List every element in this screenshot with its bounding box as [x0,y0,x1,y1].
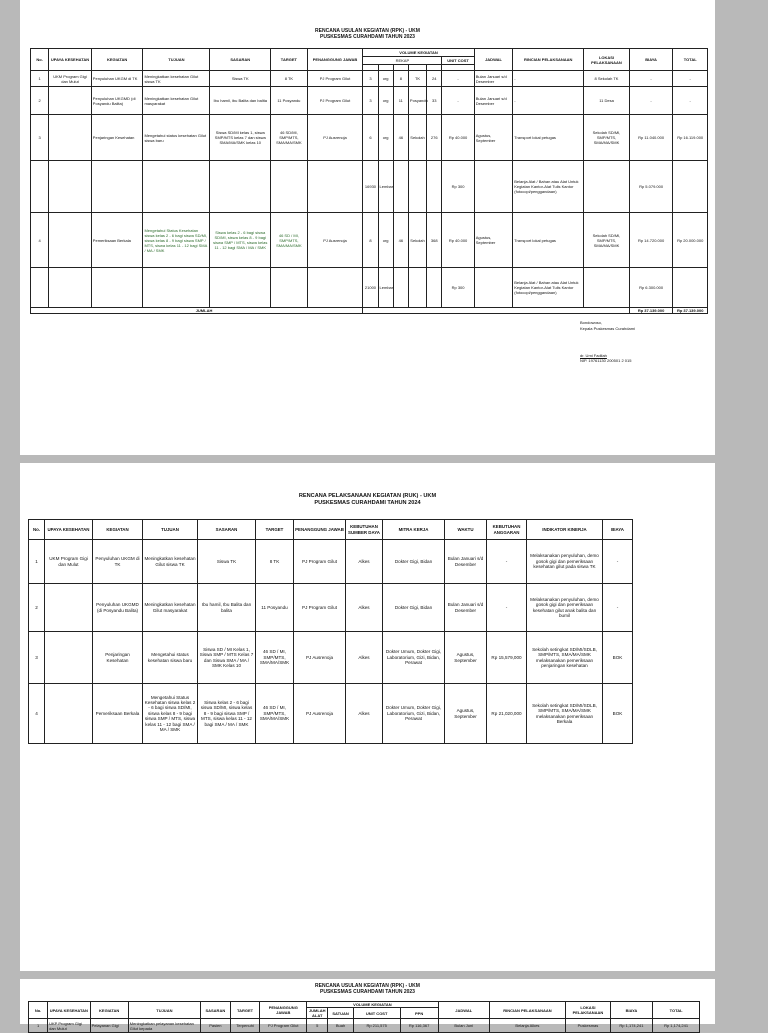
cell-total [673,161,708,213]
ukp-header-sasaran: SASARAN [200,1002,230,1019]
cell-kegiatan: Pemeriksaan Berkala [91,213,143,268]
ukp-header-unit-cost: UNIT COST [353,1008,400,1019]
ruk-cell-mitra: Dokter Umum, Dokter Gigi, Laboratorium, Gizi, Bidan, Perawat [383,632,445,684]
ukp-header-tujuan: TUJUAN [128,1002,200,1019]
ruk-cell-upaya [45,584,93,632]
cell-volume-total: 368 [427,213,442,268]
ruk-cell-waktu: Bulan Januari s/d Desember [445,584,487,632]
rpk-2023-table [30,48,708,314]
ukp-header-target: TARGET [230,1002,260,1019]
signature-nip: NIP. 19761130 200501 2 015 [580,358,632,363]
col-header-biaya: BIAYA [629,49,673,71]
ruk-cell-upaya [45,684,93,744]
cell-sasaran: Siswa kelas 2 - 6 bagi siswa SD/MI, siswa kelas 8 - 9 bagi siswa SMP / MTS, siswa kelas 11 - 12 bagi SMA / MA / SMK [210,213,271,268]
ruk-header-pj: PENANGGUNG JAWAB [294,520,346,540]
ruk-cell-waktu: Bulan Januari s/d Desember [445,540,487,584]
ruk-cell-no: 2 [29,584,45,632]
cell-biaya: Rp 14.720.000 [629,213,673,268]
cell-sasaran: Ibu hamil, ibu Balita dan balita [210,87,271,115]
cell-rincian: Transport lokal petugas [513,213,584,268]
ruk-header-upaya: UPAYA KESEHATAN [45,520,93,540]
cell-target: 11 Posyandu [271,87,307,115]
ruk-cell-no: 4 [29,684,45,744]
ukp-header-ppn: PPN [400,1008,438,1019]
cell-lokasi [584,268,630,308]
ruk-cell-sasaran: Ibu hamil, Ibu Balita dan balita [198,584,256,632]
ukp-header-pj: PENANGGUNG JAWAB [260,1002,307,1019]
cell-pj: PJ Ausrenoja [307,115,363,161]
ruk-cell-sumber: Alkes [346,632,383,684]
doc3-title [20,983,715,995]
ukp-header-upaya: UPAYA KESEHATAN [48,1002,90,1019]
ruk-cell-mitra: Dokter Umum, Dokter Gigi, Laboratorium, Gizi, Bidan, Perawat [383,684,445,744]
cell-volume-count: 46 [393,115,408,161]
ruk-cell-no: 1 [29,540,45,584]
cell-unit-cost: Rp 300 [442,161,474,213]
table-row [29,1019,700,1033]
table-row [31,115,708,161]
cell-volume-place: Sekolah [408,115,426,161]
ruk-cell-sumber: Alkes [346,540,383,584]
doc1-title [20,28,715,40]
ukp-cell-upaya: UKP Program Gigi dan Mulut [48,1019,90,1033]
cell-upaya [49,87,92,115]
ukp-header-jadwal: JADWAL [438,1002,489,1019]
ukp-cell-pj: PJ Program Gilut [260,1019,307,1033]
cell-volume-unit: org [378,115,393,161]
cell-volume-total [427,268,442,308]
ukp-header-satuan: SATUAN [328,1008,353,1019]
signature-role: Kepala Puskesmas Curahdami [580,326,635,331]
ruk-header-waktu: WAKTU [445,520,487,540]
cell-rincian: Transport lokal petugas [513,115,584,161]
ukp-header-biaya: BIAYA [610,1002,652,1019]
cell-sasaran [210,268,271,308]
ruk-cell-indikator: Melaksanakan penyuluhan, demo gosok gigi dan pemeriksaan kesehatan gilut pada siswa TK [527,540,603,584]
cell-tujuan: Mengetahui status kesehatan Gilut siswa baru [143,115,210,161]
signature-place: Bondowoso, [580,320,603,325]
doc3-title-line1: RENCANA USULAN KEGIATAN (RPK) - UKM [315,983,420,989]
table-row [31,268,708,308]
col-header-unit-cost: UNIT COST [442,57,474,65]
cell-total: - [673,87,708,115]
cell-upaya [49,115,92,161]
cell-volume-qty: 3 [363,87,378,115]
ruk-cell-pj: PJ Program Gilut [294,540,346,584]
cell-volume-qty: 3 [363,71,378,87]
ukp-cell-target: Terpenuhi [230,1019,260,1033]
cell-sasaran [210,161,271,213]
ruk-cell-pj: PJ Program Gilut [294,584,346,632]
ruk-header-sumber: KEBUTUHAN SUMBER DAYA [346,520,383,540]
cell-volume-count: 11 [393,87,408,115]
ukp-header-total: TOTAL [653,1002,700,1019]
ruk-cell-sasaran: Siswa TK [198,540,256,584]
col-header-sasaran: SASARAN [210,49,271,71]
ruk-cell-indikator: Sekolah setingkat SD/MI/SDLB, SMP/MTS, SMA/MA/SMK melaksanakan pemeriksaan penjaringan kesehatan [527,632,603,684]
ukp-cell-kegiatan: Pelayanan Gigi [90,1019,128,1033]
ruk-cell-anggaran: - [487,584,527,632]
cell-volume-unit: Lembar [378,161,393,213]
cell-volume-place: Posyandu [408,87,426,115]
cell-upaya [49,161,92,213]
cell-biaya: Rp 5.079.000 [629,161,673,213]
cell-rincian: Belanja Alat / Bahan atau Alat Untuk Kegiatan Kantor-Alat Tulis Kantor (fotocopi/penggandaan) [513,161,584,213]
col-header-rincian: RINCIAN PELAKSANAAN [513,49,584,71]
cell-upaya [49,213,92,268]
cell-kegiatan: Penjaringan Kesehatan [91,115,143,161]
ruk-cell-mitra: Dokter Gigi, Bidan [383,584,445,632]
cell-volume-qty: 21000 [363,268,378,308]
ukp-cell-sasaran: Pasien [200,1019,230,1033]
cell-volume-unit: org [378,71,393,87]
cell-volume-count: 46 [393,213,408,268]
ukp-cell-jumlah: 5 [307,1019,328,1033]
document-page-rpk-2023-ukp [20,979,715,1031]
doc2-title [20,493,715,507]
cell-volume-unit: org [378,213,393,268]
ruk-cell-target: 11 Posyandu [256,584,294,632]
cell-volume-count [393,268,408,308]
cell-unit-cost: Rp 40.000 [442,115,474,161]
table-row [29,684,633,744]
cell-unit-cost: - [442,71,474,87]
ruk-cell-biaya: BOK [603,632,633,684]
cell-pj: PJ Program Gilut [307,87,363,115]
cell-total: Rp 16.119.000 [673,115,708,161]
cell-volume-total: 24 [427,71,442,87]
ruk-cell-kegiatan: Penyuluhan UKGM di TK [93,540,143,584]
ruk-cell-sumber: Alkes [346,584,383,632]
ruk-cell-pj: PJ Ausrenoja [294,684,346,744]
cell-target: 8 TK [271,71,307,87]
ruk-header-sasaran: SASARAN [198,520,256,540]
cell-tujuan [143,161,210,213]
cell-volume-count: 8 [393,71,408,87]
rpk-ukp-table [28,1001,700,1033]
cell-target: 46 SD/MI, SMP/MTS, SMA/MA/SMK [271,115,307,161]
col-header-rekap: REKAP [363,57,442,65]
jumlah-total: Rp 37.139.000 [673,308,708,314]
ukp-cell-biaya: Rp 1,174,241 [610,1019,652,1033]
ruk-header-indikator: INDIKATOR KINERJA [527,520,603,540]
cell-rincian: Belanja Alat / Bahan atau Alat Untuk Kegiatan Kantor-Alat Tulis Kantor (fotocopi/penggandaan) [513,268,584,308]
cell-target [271,268,307,308]
ukp-header-volume: VOLUME KEGIATAN [307,1002,439,1008]
document-page-ruk-2024 [20,463,715,971]
cell-no: 4 [31,213,49,268]
ruk-cell-biaya: - [603,540,633,584]
table-row [29,584,633,632]
cell-tujuan: Mengetahui Status Kesehatan siswa kelas 2 - 6 bagi siswa SD/MI, siswa kelas 8 - 9 bagi siswa SMP / MTS, siswa kelas 11 - 12 bagi SMA / MA / SMK [143,213,210,268]
cell-target: 46 SD / MI, SMP/MTS, SMA/MA/SMK [271,213,307,268]
cell-volume-unit: org [378,87,393,115]
doc2-title-line1: RENCANA PELAKSANAAN KEGIATAN (RUK) - UKM [298,493,437,499]
ukp-cell-satuan: Buah [328,1019,353,1033]
ruk-cell-kegiatan: Penjaringan Kesehatan [93,632,143,684]
cell-no: 3 [31,115,49,161]
cell-pj: PJ Program Gilut [307,71,363,87]
cell-tujuan: Meningkatkan kesehatan Gilut masyarakat [143,87,210,115]
ruk-cell-indikator: Sekolah setingkat SD/MI/SDLB, SMP/MTS, SMA/MA/SMK melaksanakan pemeriksaan Berkala [527,684,603,744]
ruk-cell-sasaran: Siswa kelas 2 - 6 bagi siswa SD/MI, siswa kelas 8 - 9 bagi siswa SMP / MTS, siswa kelas 11 - 12 bagi SMA / MA / SMK [198,684,256,744]
ukp-cell-unit: Rp 211,575 [353,1019,400,1033]
ruk-header-anggaran: KEBUTUHAN ANGGARAN [487,520,527,540]
cell-total: - [673,71,708,87]
ruk-cell-waktu: Agustus, September [445,684,487,744]
ukp-header-rincian: RINCIAN PELAKSANAAN [489,1002,565,1019]
ruk-cell-anggaran: - [487,540,527,584]
col-header-tujuan: TUJUAN [143,49,210,71]
ruk-cell-target: 46 SD / MI, SMP/MTS, SMA/MA/SMK [256,632,294,684]
cell-volume-qty: 8 [363,213,378,268]
col-header-kegiatan: KEGIATAN [91,49,143,71]
ukp-header-lokasi: LOKASI PELAKSANAAN [566,1002,611,1019]
cell-jadwal: Agustus, September [474,213,513,268]
cell-lokasi: Sekolah SD/MI, SMP/MTS, SMA/MA/SMK [584,115,630,161]
cell-total [673,268,708,308]
ruk-header-no: No. [29,520,45,540]
cell-unit-cost: Rp 40.000 [442,213,474,268]
table-row [29,540,633,584]
cell-biaya: - [629,71,673,87]
col-header-lokasi: LOKASI PELAKSANAAN [584,49,630,71]
document-page-rpk-2023 [20,0,715,455]
cell-volume-total: 33 [427,87,442,115]
ruk-cell-anggaran: Rp 15,579,000 [487,632,527,684]
ruk-2024-table [28,519,633,744]
ruk-cell-indikator: Melaksanakan penyuluhan, demo gosok gigi dan pemeriksaan kesehatan gilut anak balita dan bumil [527,584,603,632]
cell-unit-cost: Rp 300 [442,268,474,308]
ukp-header-jumlah-alat: JUMLAH ALAT [307,1008,328,1019]
col-header-jadwal: JADWAL [474,49,513,71]
table-row [29,632,633,684]
cell-rincian: - [513,87,584,115]
cell-unit-cost: - [442,87,474,115]
cell-rincian: - [513,71,584,87]
ruk-cell-mitra: Dokter Gigi, Bidan [383,540,445,584]
cell-volume-place [408,161,426,213]
ruk-cell-kegiatan: Penyuluhan UKGMD (di Posyandu Balita) [93,584,143,632]
ruk-cell-tujuan: Meningkatkan kesehatan Gilut siswa TK [143,540,198,584]
ruk-cell-sasaran: Siswa SD / MI Kelas 1, Siswa SMP / MTS Kelas 7 dan Siswa SMA / MA / SMK Kelas 10 [198,632,256,684]
ruk-cell-target: 8 TK [256,540,294,584]
ruk-cell-target: 46 SD / MI, SMP/MTS, SMA/MA/SMK [256,684,294,744]
cell-volume-count [393,161,408,213]
ukp-cell-lokasi: Puskesmas [566,1019,611,1033]
cell-sasaran: Siswa SD/MI kelas 1, siswa SMP/MTS kelas 7 dan siswa SMA/MA/SMK kelas 10 [210,115,271,161]
cell-kegiatan [91,268,143,308]
cell-total: Rp 20.000.000 [673,213,708,268]
ukp-header-no: No. [29,1002,48,1019]
cell-kegiatan: Penyuluhan UKGMD (di Posyandu Balita) [91,87,143,115]
table-row [31,87,708,115]
cell-pj: PJ Ausrenoja [307,213,363,268]
ruk-header-target: TARGET [256,520,294,540]
cell-lokasi: 11 Desa [584,87,630,115]
cell-volume-place [408,268,426,308]
ruk-cell-anggaran: Rp 21,020,000 [487,684,527,744]
col-header-target: TARGET [271,49,307,71]
doc1-title-line1: RENCANA USULAN KEGIATAN (RPK) - UKM [315,28,420,34]
cell-volume-total: 276 [427,115,442,161]
cell-lokasi [584,161,630,213]
ruk-cell-sumber: Alkes [346,684,383,744]
ruk-header-kegiatan: KEGIATAN [93,520,143,540]
ruk-header-tujuan: TUJUAN [143,520,198,540]
ruk-cell-upaya: UKM Program Gigi dan Mulut [45,540,93,584]
ruk-cell-tujuan: Meningkatkan kesehatan Gilut masyarakat [143,584,198,632]
ruk-cell-biaya: - [603,584,633,632]
doc2-title-line2: PUSKESMAS CURAHDAMI TAHUN 2024 [314,500,421,506]
cell-no [31,268,49,308]
ukp-cell-no: 1 [29,1019,48,1033]
cell-upaya: UKM Program Gigi dan Mulut [49,71,92,87]
cell-pj [307,161,363,213]
cell-biaya: Rp 6.300.000 [629,268,673,308]
ukp-header-kegiatan: KEGIATAN [90,1002,128,1019]
ruk-cell-no: 3 [29,632,45,684]
cell-tujuan: Meningkatkan kesehatan Gilut siswa TK [143,71,210,87]
cell-tujuan [143,268,210,308]
ruk-cell-tujuan: Mengetahui status kesehatan siswa baru [143,632,198,684]
ukp-cell-ppn: Rp 116,367 [400,1019,438,1033]
cell-no: 2 [31,87,49,115]
ruk-cell-kegiatan: Pemeriksaan Berkala [93,684,143,744]
cell-volume-unit: Lembar [378,268,393,308]
cell-upaya [49,268,92,308]
col-header-volume: VOLUME KEGIATAN [363,49,474,57]
col-header-no: No. [31,49,49,71]
cell-no: 1 [31,71,49,87]
cell-sasaran: Siswa TK [210,71,271,87]
col-header-total: TOTAL [673,49,708,71]
cell-biaya: Rp 11.040.000 [629,115,673,161]
table-row [31,161,708,213]
ruk-cell-waktu: Agustus, September [445,632,487,684]
ukp-cell-tujuan: Meningkatkan pelayanan kesehatan Gilut kepada [128,1019,200,1033]
ruk-header-biaya: BIAYA [603,520,633,540]
table-row [31,71,708,87]
cell-volume-place: Sekolah [408,213,426,268]
cell-target [271,161,307,213]
col-header-pj: PENANGGUNG JAWAB [307,49,363,71]
ruk-cell-biaya: BOK [603,684,633,744]
doc1-title-line2: PUSKESMAS CURAHDAMI TAHUN 2023 [320,34,415,40]
cell-volume-place: TK [408,71,426,87]
cell-no [31,161,49,213]
ruk-cell-upaya [45,632,93,684]
rpk-2023-table-body [31,71,708,308]
ruk-header-mitra: MITRA KERJA [383,520,445,540]
doc3-title-line2: PUSKESMAS CURAHDAMI TAHUN 2023 [320,989,415,995]
table-row [31,213,708,268]
cell-kegiatan [91,161,143,213]
cell-pj [307,268,363,308]
col-header-upaya: UPAYA KESEHATAN [49,49,92,71]
cell-volume-total [427,161,442,213]
jumlah-label: JUMLAH [31,308,363,314]
cell-jadwal [474,268,513,308]
jumlah-biaya: Rp 37.139.000 [629,308,673,314]
cell-volume-qty: 16930 [363,161,378,213]
signature-name: dr. Umi Fadilah [580,353,607,358]
ruk-cell-tujuan: Mengetahui Status Kesehatan siswa kelas 2 - 6 bagi siswa SD/MI, siswa kelas 8 - 9 bagi siswa SMP / MTS, siswa kelas 11 - 12 bagi SMA / MA / SMK [143,684,198,744]
ukp-cell-rincian: Belanja Alkes [489,1019,565,1033]
ukp-cell-total: Rp 1,174,241 [653,1019,700,1033]
cell-lokasi: Sekolah SD/MI, SMP/MTS, SMA/MA/SMK [584,213,630,268]
ruk-2024-table-body [29,540,633,744]
cell-jadwal [474,161,513,213]
ukp-cell-jadwal: Bulan Juni [438,1019,489,1033]
cell-biaya: - [629,87,673,115]
cell-jadwal: Bulan Januari s/d Desember [474,87,513,115]
cell-lokasi: 8 Sekolah TK [584,71,630,87]
cell-jadwal: Agustus, September [474,115,513,161]
ruk-cell-pj: PJ Ausrenoja [294,632,346,684]
cell-volume-qty: 6 [363,115,378,161]
cell-kegiatan: Penyuluhan UKGM di TK [91,71,143,87]
cell-jadwal: Bulan Januari s/d Desember [474,71,513,87]
